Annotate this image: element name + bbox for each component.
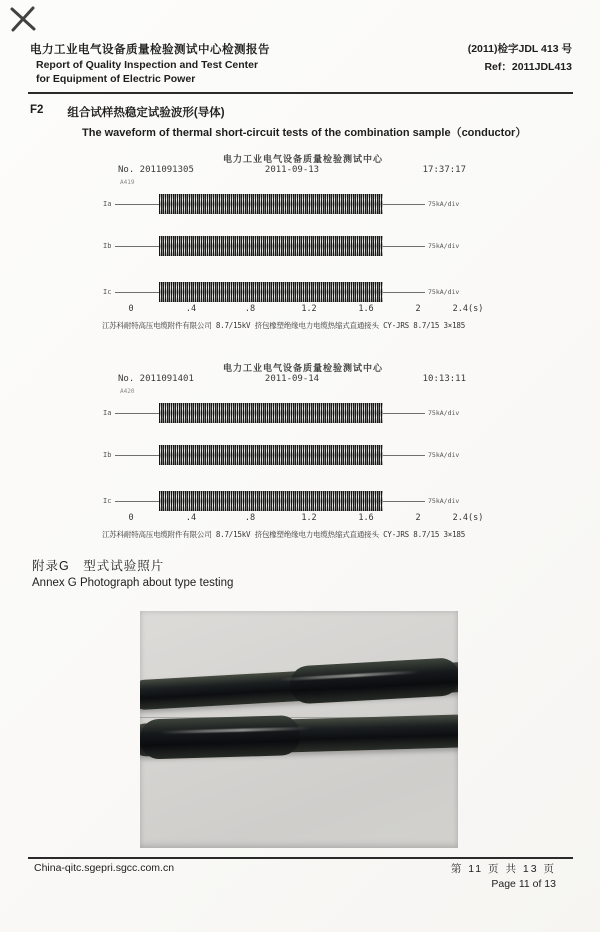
waveform-trace-ib — [100, 445, 459, 465]
record-number: No. 2011091305 — [118, 165, 194, 175]
trace-scale: 75kA/div — [428, 451, 460, 459]
axis-tick: .4 — [185, 304, 197, 314]
header-title-en-2: for Equipment of Electric Power — [36, 73, 196, 85]
axis-tick: 2.4(s) — [452, 304, 484, 314]
oscillogram-center-title: 电力工业电气设备质量检验测试中心 — [222, 364, 383, 374]
axis-tick: 1.2 — [301, 513, 317, 523]
channel-tag: A420 — [120, 388, 135, 395]
type-test-photograph — [140, 611, 458, 848]
axis-tick: .4 — [185, 513, 197, 523]
time-axis — [100, 304, 506, 316]
page-number-zh: 第 11 页 共 13 页 — [450, 863, 556, 875]
section-code: F2 — [30, 104, 44, 116]
axis-tick: 1.6 — [358, 513, 374, 523]
axis-tick: 1.2 — [301, 304, 317, 314]
trace-scale: 75kA/div — [428, 242, 460, 250]
ref-number-zh: (2011)检字JDL 413 号 — [467, 43, 572, 55]
trace-baseline — [383, 204, 425, 205]
waveform-trace-ia — [100, 403, 459, 423]
trace-label: Ic — [103, 288, 112, 296]
trace-label: Ia — [103, 409, 112, 417]
annex-g-heading — [32, 556, 233, 589]
trace-label: Ia — [103, 200, 112, 208]
axis-tick: 0 — [128, 304, 134, 314]
cable-joint-bulge — [289, 657, 458, 704]
trace-baseline — [383, 246, 425, 247]
cable-joint-bottom — [140, 714, 458, 757]
section-f2-heading — [30, 104, 526, 140]
oscillogram-caption: 江苏科耐特高压电缆附件有限公司 8.7/15kV 挤包橡塑绝缘电力电缆热缩式直通接头 CY-JRS 8.7/15 3×185 — [102, 321, 466, 330]
trace-label: Ib — [103, 242, 112, 250]
oscillogram-chart-2 — [100, 357, 506, 549]
oscillogram-caption: 江苏科耐特高压电缆附件有限公司 8.7/15kV 挤包橡塑绝缘电力电缆热缩式直通接头 CY-JRS 8.7/15 3×185 — [102, 530, 466, 539]
header-rule — [28, 92, 573, 94]
axis-tick: .8 — [244, 304, 256, 314]
trace-baseline — [115, 413, 159, 414]
header-title-zh: 电力工业电气设备质量检验测试中心检测报告 — [30, 44, 270, 56]
trace-baseline — [383, 501, 425, 502]
record-number: No. 2011091401 — [118, 374, 194, 384]
record-time: 10:13:11 — [422, 374, 466, 384]
waveform-burst — [159, 403, 383, 423]
trace-scale: 75kA/div — [428, 409, 460, 417]
trace-baseline — [115, 501, 159, 502]
axis-tick: 2.4(s) — [452, 513, 484, 523]
waveform-trace-ia — [100, 194, 459, 214]
waveform-burst — [159, 282, 383, 302]
trace-scale: 75kA/div — [428, 288, 460, 296]
section-title-zh: 组合试样热稳定试验波形(导体) — [67, 107, 225, 119]
trace-baseline — [383, 292, 425, 293]
time-axis — [100, 513, 506, 525]
oscillogram-meta-row — [118, 165, 466, 175]
report-header — [30, 41, 572, 85]
cable-joint-top — [140, 661, 458, 710]
waveform-burst — [159, 445, 383, 465]
header-title-en-1: Report of Quality Inspection and Test Center — [36, 59, 259, 71]
oscillogram-meta-row — [118, 374, 466, 384]
channel-tag: A419 — [120, 179, 135, 186]
ref-number-en: Ref：2011JDL413 — [484, 61, 572, 73]
waveform-burst — [159, 194, 383, 214]
record-date: 2011-09-14 — [264, 374, 320, 384]
waveform-trace-ic — [100, 491, 459, 511]
scan-mark-x-icon — [8, 5, 38, 33]
trace-label: Ib — [103, 451, 112, 459]
footer-rule — [28, 857, 573, 859]
axis-tick: .8 — [244, 513, 256, 523]
waveform-burst — [159, 491, 383, 511]
waveform-trace-ic — [100, 282, 459, 302]
trace-baseline — [115, 204, 159, 205]
waveform-burst — [159, 236, 383, 256]
waveform-trace-ib — [100, 236, 459, 256]
footer-pagination — [451, 861, 556, 890]
section-title-en: The waveform of thermal short-circuit tests of the combination sample（conductor） — [82, 127, 527, 139]
annex-title-en: Annex G Photograph about type testing — [32, 577, 234, 589]
header-left — [30, 41, 270, 85]
oscillogram-chart-1 — [100, 148, 506, 340]
trace-scale: 75kA/div — [428, 200, 460, 208]
trace-label: Ic — [103, 497, 112, 505]
axis-tick: 0 — [128, 513, 134, 523]
trace-baseline — [115, 455, 159, 456]
trace-baseline — [383, 455, 425, 456]
page-number-en: Page 11 of 13 — [491, 878, 556, 890]
trace-baseline — [383, 413, 425, 414]
footer-url: China-qitc.sgepri.sgcc.com.cn — [34, 862, 175, 874]
trace-baseline — [115, 246, 159, 247]
axis-tick: 1.6 — [358, 304, 374, 314]
record-time: 17:37:17 — [422, 165, 466, 175]
axis-tick: 2 — [415, 304, 421, 314]
cable-joint-bulge — [140, 715, 301, 759]
annex-title-zh: 附录G 型式试验照片 — [32, 559, 165, 573]
oscillogram-center-title: 电力工业电气设备质量检验测试中心 — [222, 155, 383, 165]
record-date: 2011-09-13 — [264, 165, 320, 175]
axis-tick: 2 — [415, 513, 421, 523]
trace-baseline — [115, 292, 159, 293]
trace-scale: 75kA/div — [428, 497, 460, 505]
header-right — [468, 41, 572, 74]
